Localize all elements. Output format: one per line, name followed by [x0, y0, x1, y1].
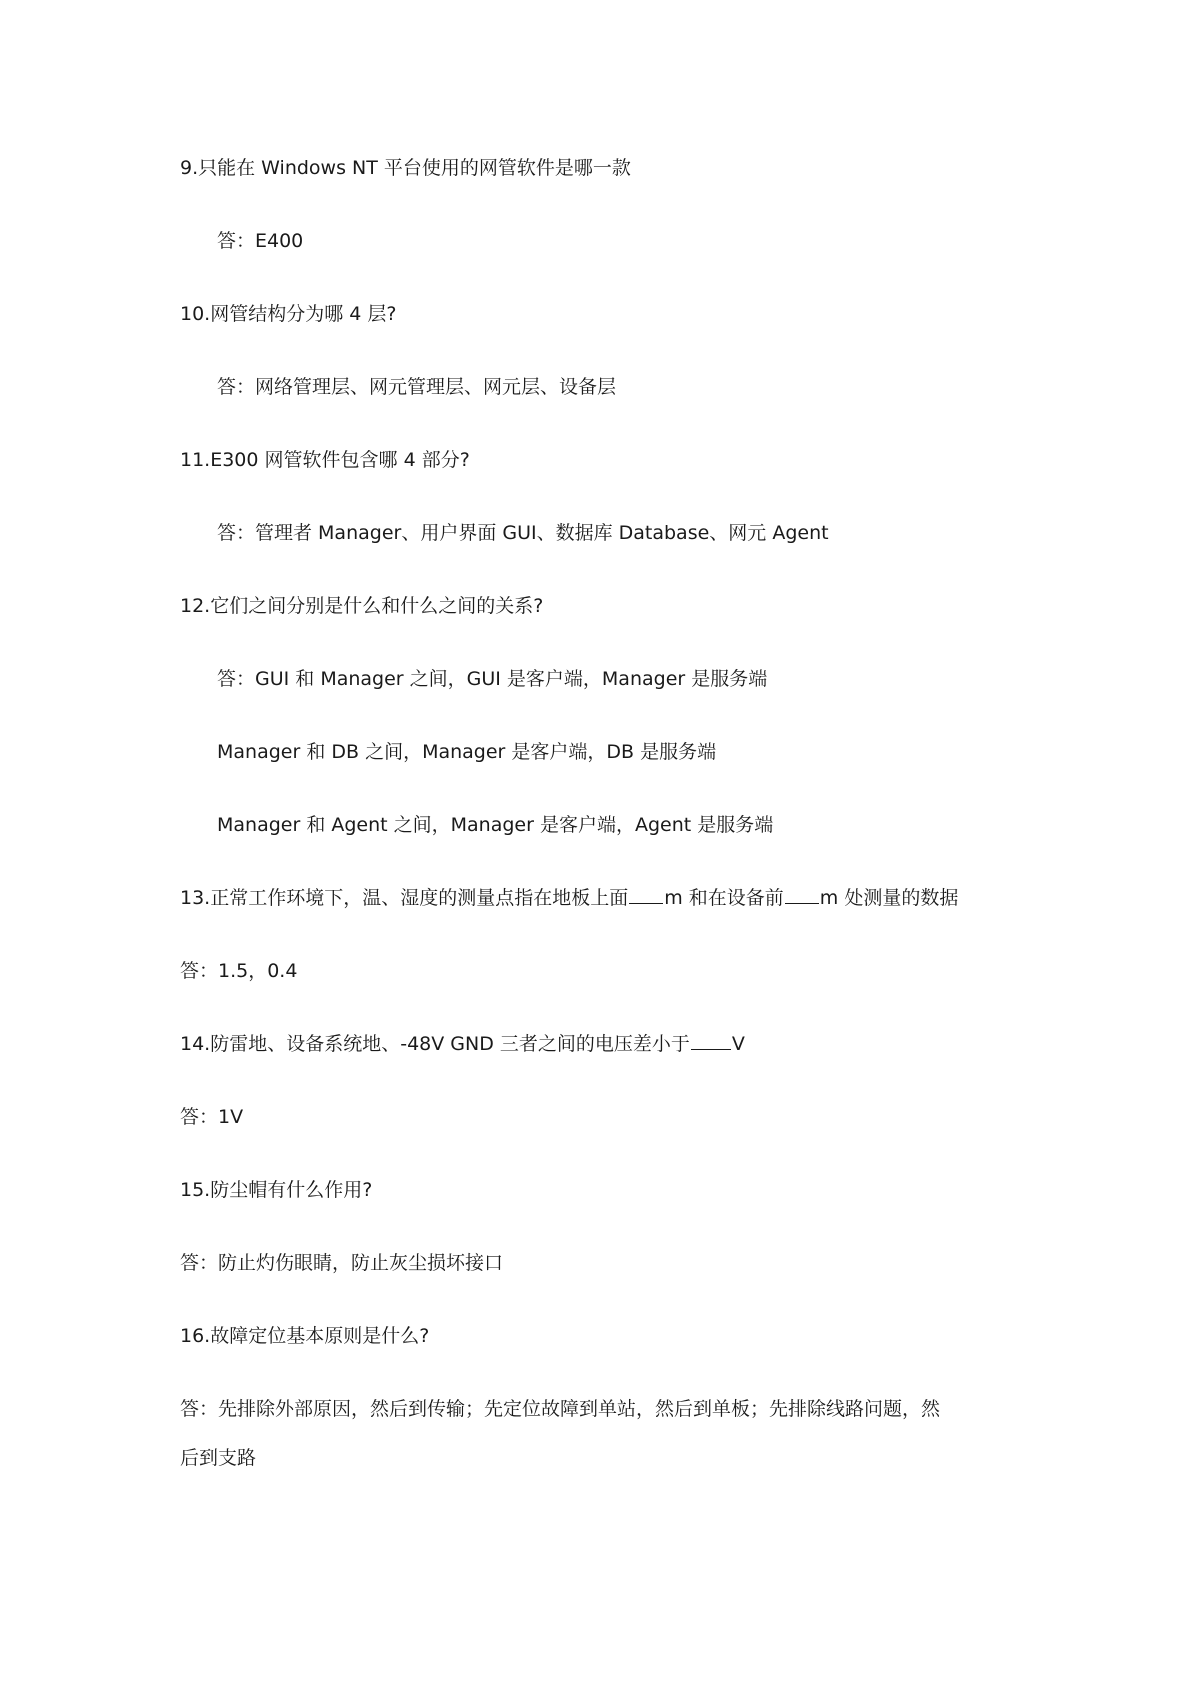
question-13 [180, 885, 958, 911]
fill-blank-3 [691, 1031, 731, 1050]
question-14-part-2: V [731, 1033, 745, 1055]
question-13-part-2: m 和在设备前 [664, 887, 784, 909]
answer-14: 答：1V [180, 1106, 244, 1128]
answer-16-line-1: 答：先排除外部原因，然后到传输；先定位故障到单站，然后到单板；先排除线路问题，然 [180, 1398, 941, 1420]
question-14 [180, 1031, 745, 1057]
question-13-part-3: m 处测量的数据 [819, 887, 959, 909]
fill-blank-2 [785, 885, 819, 904]
answer-12-line-3: Manager 和 Agent 之间，Manager 是客户端，Agent 是服务端 [217, 814, 774, 836]
question-16: 16.故障定位基本原则是什么? [180, 1325, 430, 1347]
answer-15: 答：防止灼伤眼睛，防止灰尘损坏接口 [180, 1252, 504, 1274]
question-10: 10.网管结构分为哪 4 层? [180, 303, 397, 325]
answer-13: 答：1.5，0.4 [180, 960, 298, 982]
question-15: 15.防尘帽有什么作用? [180, 1179, 373, 1201]
question-13-part-1: 13.正常工作环境下，温、湿度的测量点指在地板上面 [180, 887, 629, 909]
answer-9: 答：E400 [217, 230, 304, 252]
answer-11: 答：管理者 Manager、用户界面 GUI、数据库 Database、网元 Agent [217, 522, 829, 544]
answer-10: 答：网络管理层、网元管理层、网元层、设备层 [217, 376, 617, 398]
fill-blank-1 [629, 885, 663, 904]
question-11: 11.E300 网管软件包含哪 4 部分? [180, 449, 470, 471]
question-14-part-1: 14.防雷地、设备系统地、-48V GND 三者之间的电压差小于 [180, 1033, 690, 1055]
answer-16-line-2: 后到支路 [180, 1447, 257, 1469]
answer-12-line-2: Manager 和 DB 之间，Manager 是客户端，DB 是服务端 [217, 741, 717, 763]
answer-12-line-1: 答：GUI 和 Manager 之间，GUI 是客户端，Manager 是服务端 [217, 668, 768, 690]
question-9: 9.只能在 Windows NT 平台使用的网管软件是哪一款 [180, 157, 631, 179]
question-12: 12.它们之间分别是什么和什么之间的关系? [180, 595, 544, 617]
